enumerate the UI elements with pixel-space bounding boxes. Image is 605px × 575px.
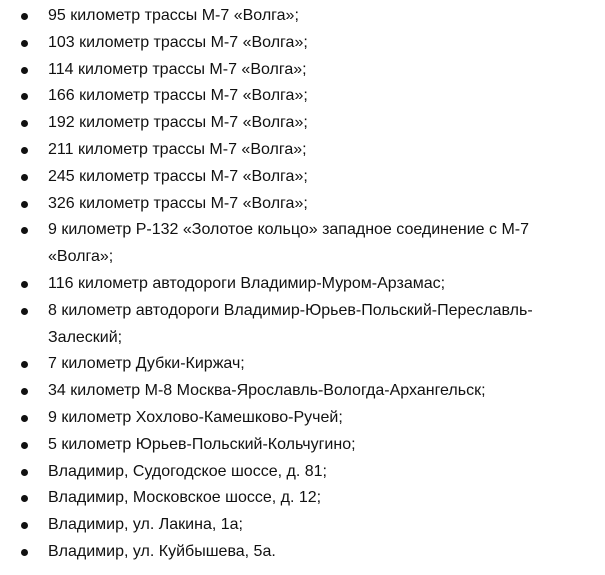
bullet-icon	[21, 415, 28, 422]
bullet-icon	[21, 388, 28, 395]
list-item	[0, 351, 605, 378]
bullet-icon	[21, 120, 28, 127]
list-item	[0, 83, 605, 110]
bullet-icon	[21, 40, 28, 47]
list-item-text: 5 километр Юрьев-Польский-Кольчугино;	[48, 435, 356, 453]
location-list	[0, 3, 605, 566]
list-item	[0, 485, 605, 512]
list-item	[0, 298, 578, 352]
bullet-icon	[21, 442, 28, 449]
list-item	[0, 405, 605, 432]
bullet-icon	[21, 361, 28, 368]
bullet-icon	[21, 147, 28, 154]
bullet-icon	[21, 67, 28, 74]
list-item-text: 103 километр трассы М-7 «Волга»;	[48, 33, 308, 51]
bullet-icon	[21, 469, 28, 476]
list-item	[0, 137, 605, 164]
list-item-text: Владимир, ул. Куйбышева, 5а.	[48, 542, 276, 560]
list-item-text: 326 километр трассы М-7 «Волга»;	[48, 194, 308, 212]
list-item-text: 34 километр М-8 Москва-Ярославль-Вологда-Архангельск;	[48, 382, 486, 400]
bullet-icon	[21, 174, 28, 181]
bullet-icon	[21, 308, 28, 315]
list-item	[0, 271, 605, 298]
list-item	[0, 378, 605, 405]
list-item-text: 245 километр трассы М-7 «Волга»;	[48, 167, 308, 185]
list-item	[0, 512, 605, 539]
list-item	[0, 191, 605, 218]
list-item-text: 211 километр трассы М-7 «Волга»;	[48, 140, 307, 158]
bullet-icon	[21, 201, 28, 208]
list-item	[0, 539, 605, 566]
list-item	[0, 432, 605, 459]
bullet-icon	[21, 93, 28, 100]
bullet-icon	[21, 227, 28, 234]
list-item	[0, 110, 605, 137]
list-item-text: 95 километр трассы М-7 «Волга»;	[48, 7, 299, 24]
bullet-icon	[21, 522, 28, 529]
list-item-text: 8 километр автодороги Владимир-Юрьев-Польский-Переславль-Залеский;	[48, 301, 533, 346]
list-item	[0, 459, 605, 486]
list-item	[0, 217, 578, 271]
list-item	[0, 164, 605, 191]
list-item	[0, 3, 605, 30]
list-item-text: 9 километр Хохлово-Камешково-Ручей;	[48, 408, 343, 426]
list-item	[0, 30, 605, 57]
list-item-text: 9 километр Р-132 «Золотое кольцо» западное соединение с М-7 «Волга»;	[48, 221, 530, 266]
list-item-text: 116 километр автодороги Владимир-Муром-Арзамас;	[48, 274, 446, 292]
list-item-text: Владимир, Судогодское шоссе, д. 81;	[48, 462, 327, 480]
list-item-text: 192 километр трассы М-7 «Волга»;	[48, 114, 308, 132]
list-item-text: Владимир, ул. Лакина, 1а;	[48, 516, 243, 534]
bullet-icon	[21, 549, 28, 556]
bullet-icon	[21, 495, 28, 502]
bullet-icon	[21, 13, 28, 20]
list-item-text: Владимир, Московское шоссе, д. 12;	[48, 489, 322, 507]
list-item	[0, 57, 605, 84]
list-item-text: 7 километр Дубки-Киржач;	[48, 355, 245, 373]
bullet-icon	[21, 281, 28, 288]
list-item-text: 114 километр трассы М-7 «Волга»;	[48, 60, 307, 78]
list-item-text: 166 километр трассы М-7 «Волга»;	[48, 87, 308, 105]
